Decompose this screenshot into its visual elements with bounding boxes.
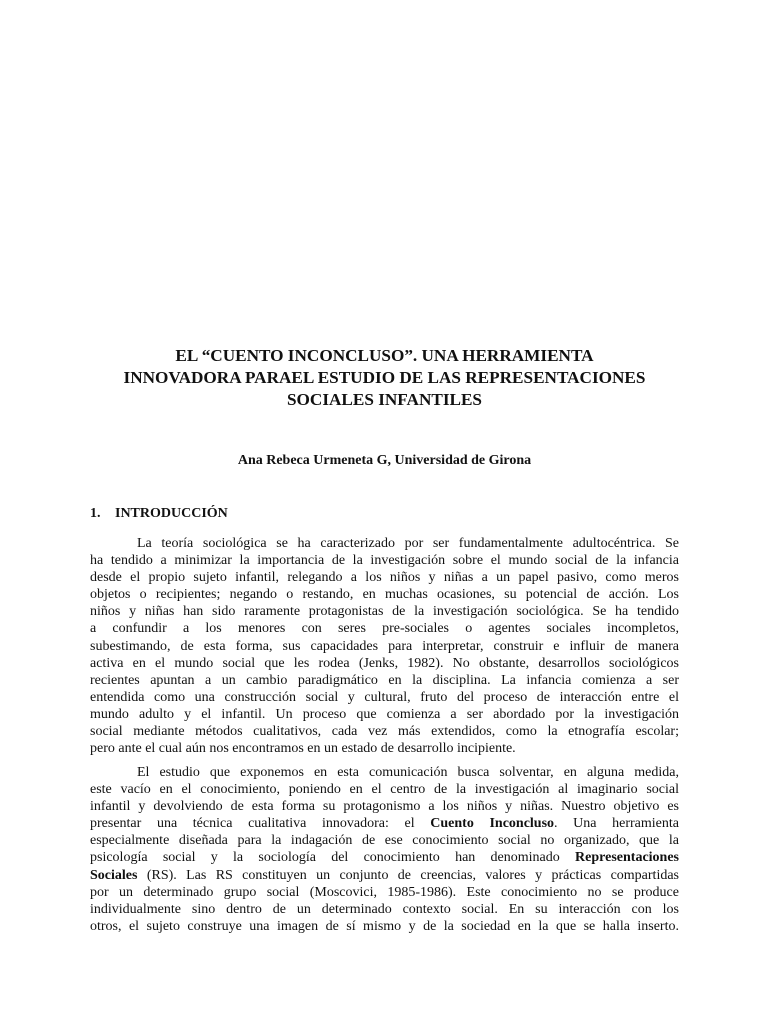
bold-term-sociales: Sociales <box>90 867 138 883</box>
text-line: por un determinado grupo social (Moscovici, 1985-1986). Este conocimiento no se produce <box>90 884 679 900</box>
section-heading <box>90 505 228 523</box>
text-line: objetos o recipientes; negando o restando, en muchas ocasiones, su potencial de acción. Los <box>90 587 679 603</box>
text-line: infantil y devolviendo de esta forma su protagonismo a los niños y niñas. Nuestro objetivo es <box>90 799 679 815</box>
text-run: psicología social y la sociología del conocimiento han denominado <box>90 850 576 866</box>
author-line: Ana Rebeca Urmeneta G, Universidad de Girona <box>237 453 532 468</box>
text-line: niños y niñas han sido raramente protagonistas de la investigación sociológica. Se ha tendido <box>90 604 679 620</box>
text-line: recientes apuntan a un cambio paradigmático en la disciplina. La infancia comienza a ser <box>90 672 679 688</box>
text-line <box>90 815 679 832</box>
text-line: otros, el sujeto construye una imagen de sí mismo y de la sociedad en la que se halla inserto. <box>90 918 679 934</box>
text-line <box>90 849 679 866</box>
title-line: SOCIALES INFANTILES <box>286 390 482 409</box>
text-line: desde el propio sujeto infantil, relegando a los niños y niñas a un papel pasivo, como meros <box>90 570 679 586</box>
text-line: especialmente diseñada para la indagación de ese conocimiento social no organizado, que la <box>90 833 679 849</box>
text-run: presentar una técnica cualitativa innovadora: el <box>90 816 431 832</box>
bold-term-cuento-inconcluso: Cuento Inconcluso <box>430 816 555 832</box>
text-line: activa en el mundo social que les rodea (Jenks, 1982). No obstante, desarrollos sociológicos <box>90 655 679 671</box>
title-line: EL “CUENTO INCONCLUSO”. UNA HERRAMIENTA <box>175 346 594 365</box>
bold-term-representaciones: Representaciones <box>575 850 679 866</box>
text-line: este vacío en el conocimiento, poniendo en el centro de la investigación al imaginario social <box>90 782 679 798</box>
text-line <box>90 867 679 884</box>
text-run: . Una herramienta <box>554 816 679 832</box>
text-line: pero ante el cual aún nos encontramos en un estado de desarrollo incipiente. <box>90 741 516 757</box>
section-title: INTRODUCCIÓN <box>115 506 228 521</box>
paragraph-introduction-2 <box>90 764 679 935</box>
text-line: El estudio que exponemos en esta comunicación busca solventar, en alguna medida, <box>137 765 679 780</box>
text-line: subestimando, de esta forma, sus capacidades para interpretar, construir e influir de manera <box>90 638 679 654</box>
paragraph-introduction-1 <box>90 535 679 757</box>
text-line: a confundir a los menores con seres pre-sociales o agentes sociales incompletos, <box>90 621 679 637</box>
text-line: entendida como una construcción social y cultural, fruto del proceso de interacción entre el <box>90 689 679 705</box>
text-line: mundo adulto y el infantil. Un proceso que comienza a ser abordado por la investigación <box>90 706 679 722</box>
text-run: (RS). Las RS constituyen un conjunto de creencias, valores y prácticas compartidas <box>137 867 679 883</box>
text-line: La teoría sociológica se ha caracterizado por ser fundamentalmente adultocéntrica. Se <box>137 536 679 551</box>
text-line: ha tendido a minimizar la importancia de la investigación sobre el mundo social de la infancia <box>90 553 679 569</box>
text-line: individualmente sino dentro de un determinado contexto social. En su interacción con los <box>90 901 679 917</box>
text-line: social mediante métodos cualitativos, cada vez más extendidos, como la etnografía escolar; <box>90 724 679 740</box>
title-line: INNOVADORA PARAEL ESTUDIO DE LAS REPRESENTACIONES <box>123 368 646 387</box>
section-number: 1. <box>90 506 101 521</box>
document-title <box>90 345 679 411</box>
